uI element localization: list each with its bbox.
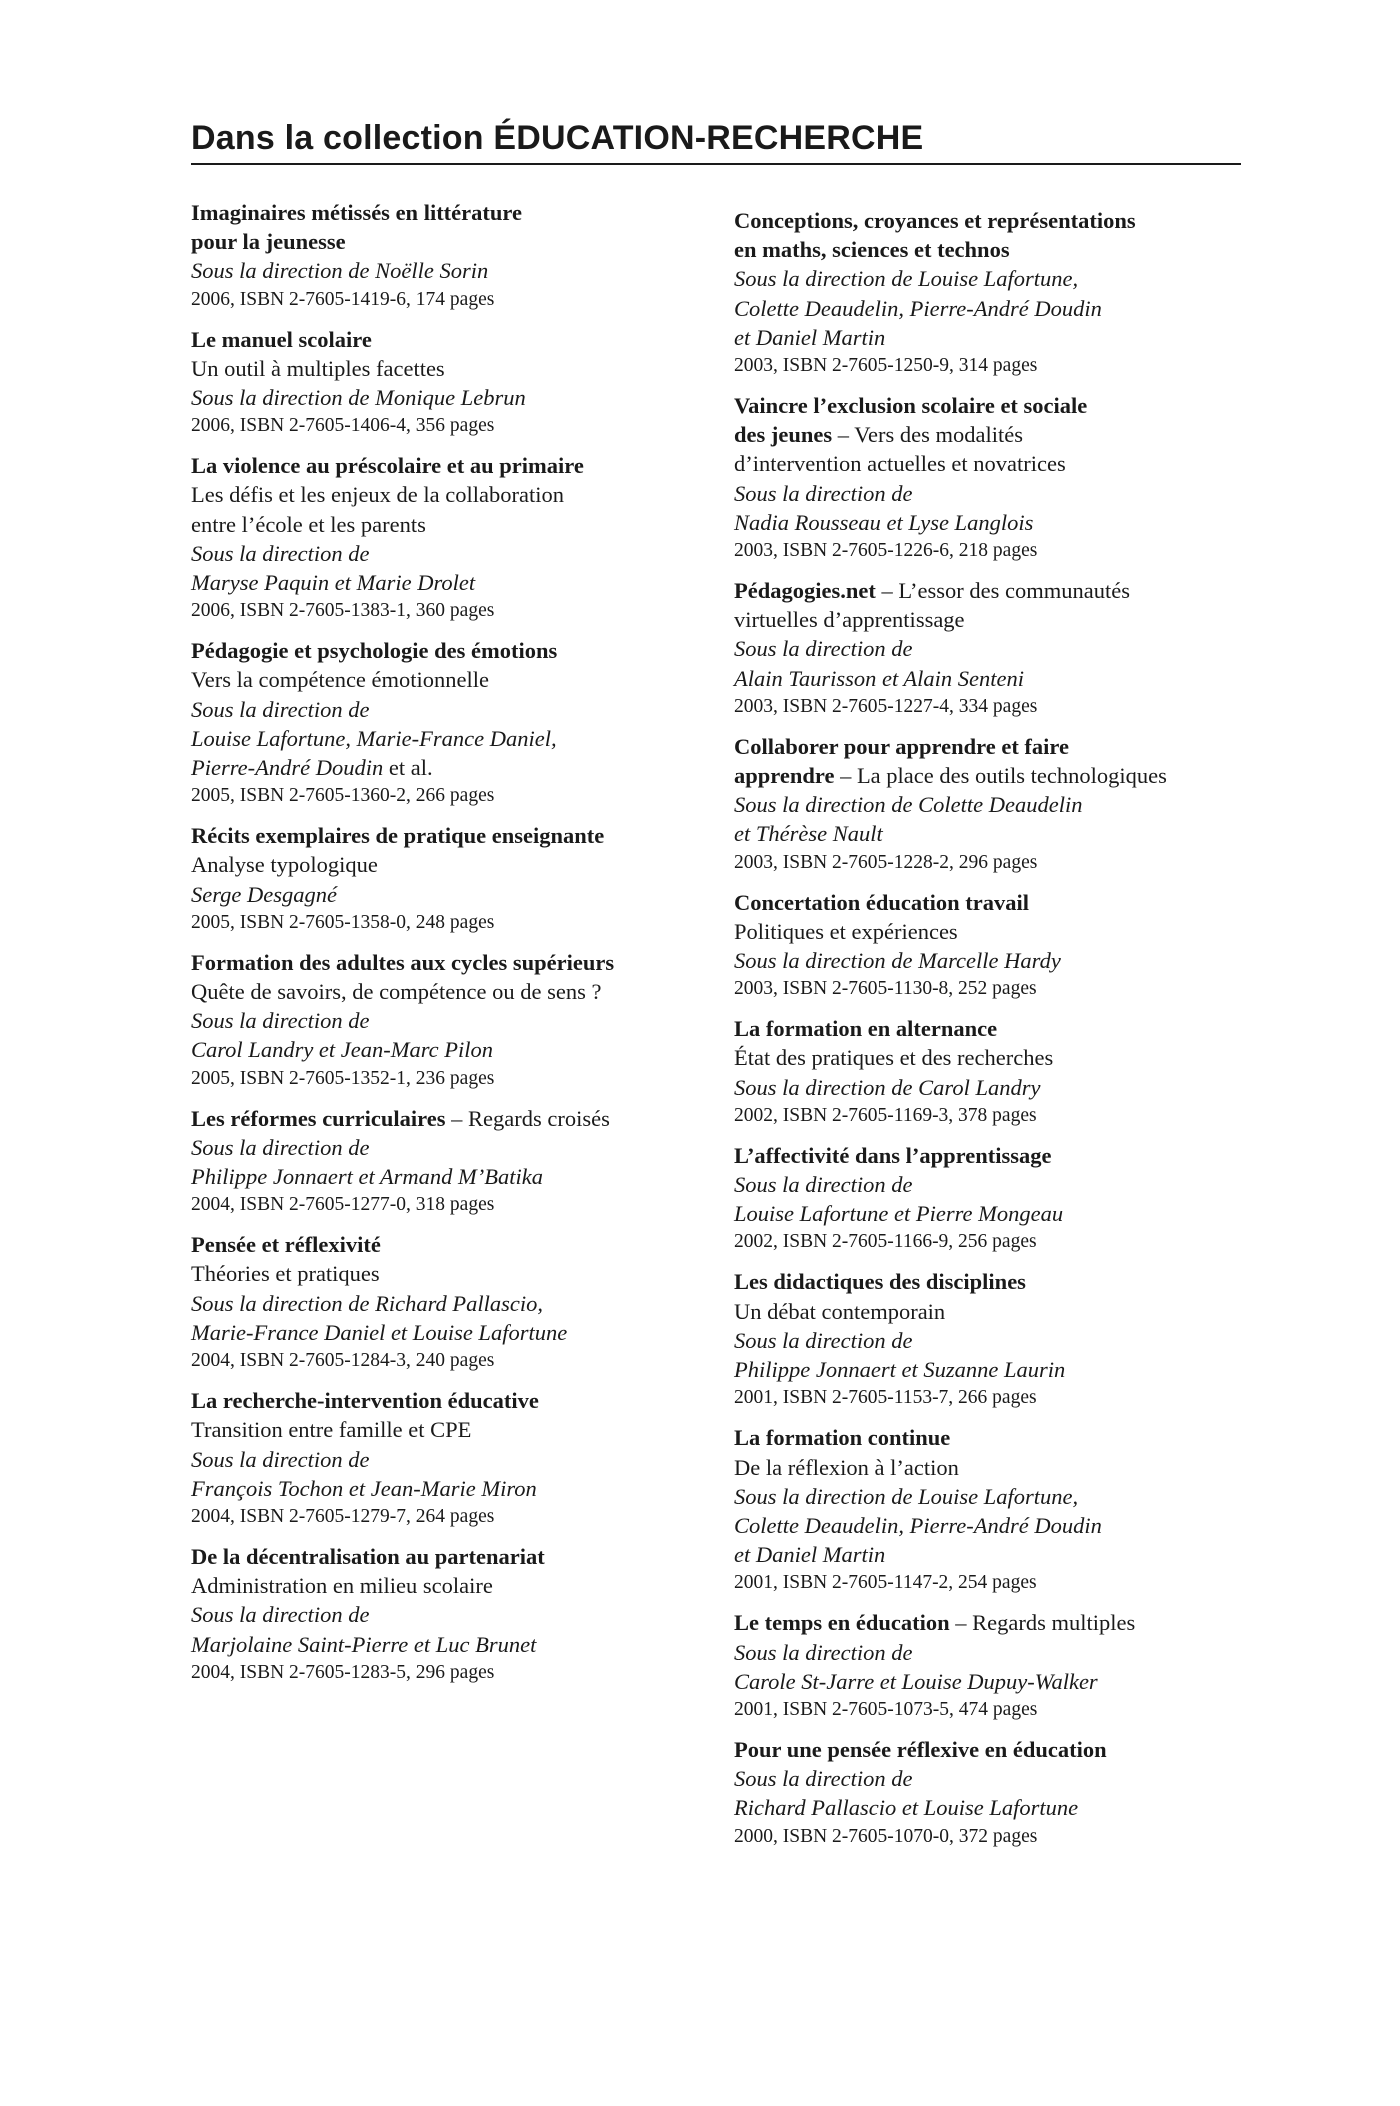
book-publication-info: 2005, ISBN 2-7605-1358-0, 248 pages	[191, 911, 495, 933]
book-editor: Sous la direction de	[191, 540, 370, 566]
book-entry	[734, 391, 1254, 565]
book-detail-line	[734, 479, 1254, 508]
book-editor: Sous la direction de	[734, 1172, 913, 1198]
book-subtitle: Transition entre famille et CPE	[191, 1417, 472, 1443]
book-editor: Sous la direction de Louise Lafortune,	[734, 266, 1079, 292]
book-subtitle: Un outil à multiples facettes	[191, 355, 445, 381]
book-editor: Sous la direction de	[191, 696, 370, 722]
book-subtitle: Les défis et les enjeux de la collaboration	[191, 482, 564, 508]
book-detail-line	[734, 1297, 1254, 1326]
book-detail-line	[191, 510, 711, 539]
book-detail-line	[191, 1133, 711, 1162]
book-entry	[734, 1735, 1254, 1851]
book-publication-info: 2001, ISBN 2-7605-1153-7, 266 pages	[734, 1387, 1037, 1409]
book-editor: Sous la direction de	[191, 1602, 370, 1628]
book-title: La recherche-intervention éducative	[191, 1388, 539, 1414]
book-title-line	[734, 732, 1254, 761]
book-editor: Sous la direction de Richard Pallascio,	[191, 1290, 544, 1316]
book-entry	[191, 948, 711, 1093]
book-entry	[191, 1104, 711, 1220]
book-detail-line	[734, 1793, 1254, 1822]
book-detail-line	[734, 790, 1254, 819]
book-title-line	[191, 451, 711, 480]
book-entry	[734, 1141, 1254, 1257]
book-title: Les réformes curriculaires	[191, 1105, 446, 1131]
book-publication-info: 2002, ISBN 2-7605-1166-9, 256 pages	[734, 1231, 1037, 1253]
book-title-line	[191, 325, 711, 354]
book-subtitle: – Regards multiples	[949, 1610, 1136, 1636]
book-publication-info: 2004, ISBN 2-7605-1277-0, 318 pages	[191, 1194, 495, 1216]
book-detail-line	[191, 539, 711, 568]
book-subtitle: Quête de savoirs, de compétence ou de sens ?	[191, 979, 602, 1005]
book-detail-line	[191, 665, 711, 694]
page-header	[191, 120, 1241, 165]
book-entry	[191, 636, 711, 810]
book-subtitle: d’intervention actuelles et novatrices	[734, 451, 1066, 477]
book-entry	[734, 1014, 1254, 1130]
book-editor: Marjolaine Saint-Pierre et Luc Brunet	[191, 1631, 537, 1657]
book-entry	[191, 451, 711, 625]
book-publication-info: 2004, ISBN 2-7605-1279-7, 264 pages	[191, 1505, 495, 1527]
book-detail-line	[734, 1764, 1254, 1793]
book-entry	[734, 576, 1254, 721]
book-detail-line	[191, 1162, 711, 1191]
book-editor: Sous la direction de Noëlle Sorin	[191, 258, 489, 284]
book-detail-line	[734, 1453, 1254, 1482]
book-detail-line	[734, 420, 1254, 449]
book-publication-info: 2002, ISBN 2-7605-1169-3, 378 pages	[734, 1104, 1037, 1126]
book-editor: Sous la direction de	[734, 636, 913, 662]
book-publication-info: 2006, ISBN 2-7605-1383-1, 360 pages	[191, 600, 495, 622]
book-entry	[734, 732, 1254, 877]
book-entry	[734, 1608, 1254, 1724]
book-editor: Sous la direction de Monique Lebrun	[191, 385, 526, 411]
book-entry	[191, 1230, 711, 1375]
book-subtitle: entre l’école et les parents	[191, 511, 426, 537]
book-title-line	[191, 1104, 711, 1133]
book-editor: Nadia Rousseau et Lyse Langlois	[734, 509, 1034, 535]
book-entry	[191, 1542, 711, 1687]
book-title-line	[191, 821, 711, 850]
book-detail-line	[734, 761, 1254, 790]
book-detail-line	[191, 1289, 711, 1318]
book-editor: et Daniel Martin	[734, 324, 886, 350]
book-title-line	[734, 888, 1254, 917]
book-detail-line	[191, 880, 711, 909]
book-title-line	[191, 198, 711, 227]
book-detail-line	[191, 1445, 711, 1474]
book-title: La formation en alternance	[734, 1016, 998, 1042]
book-detail-line	[734, 1540, 1254, 1569]
book-title: Collaborer pour apprendre et faire	[734, 733, 1069, 759]
book-entry	[734, 1423, 1254, 1597]
book-editor: Louise Lafortune, Marie-France Daniel,	[191, 725, 557, 751]
book-subtitle: Administration en milieu scolaire	[191, 1573, 493, 1599]
book-editor: Maryse Paquin et Marie Drolet	[191, 570, 476, 596]
book-publication-info: 2001, ISBN 2-7605-1073-5, 474 pages	[734, 1698, 1038, 1720]
book-title: Conceptions, croyances et représentations	[734, 208, 1136, 233]
book-title-line	[191, 948, 711, 977]
book-detail-line	[734, 508, 1254, 537]
book-detail-line	[191, 1318, 711, 1347]
book-subtitle: De la réflexion à l’action	[734, 1454, 959, 1480]
book-title-line	[191, 1542, 711, 1571]
book-subtitle: virtuelles d’apprentissage	[734, 607, 965, 633]
book-title: Le temps en éducation	[734, 1610, 950, 1636]
book-publication-info: 2004, ISBN 2-7605-1284-3, 240 pages	[191, 1350, 495, 1372]
book-publication-info: 2006, ISBN 2-7605-1406-4, 356 pages	[191, 415, 495, 437]
book-editor: Sous la direction de Carol Landry	[734, 1074, 1041, 1100]
book-editor: Sous la direction de Louise Lafortune,	[734, 1483, 1079, 1509]
book-detail-line	[734, 605, 1254, 634]
book-title: De la décentralisation au partenariat	[191, 1543, 545, 1569]
book-detail-line	[734, 917, 1254, 946]
book-title: Pour une pensée réflexive en éducation	[734, 1736, 1107, 1762]
book-subtitle: Théories et pratiques	[191, 1261, 380, 1287]
book-detail-line	[734, 946, 1254, 975]
book-title-line	[734, 1608, 1254, 1637]
book-title: Les didactiques des disciplines	[734, 1269, 1026, 1295]
book-title: des jeunes	[734, 422, 833, 448]
book-detail-line	[734, 264, 1254, 293]
book-subtitle: – Regards croisés	[445, 1105, 610, 1131]
page-title: Dans la collection ÉDUCATION-RECHERCHE	[191, 119, 924, 157]
book-editor: Philippe Jonnaert et Armand M’Batika	[191, 1164, 544, 1190]
book-detail-line	[191, 1259, 711, 1288]
book-editor: Carol Landry et Jean-Marc Pilon	[191, 1037, 494, 1063]
book-publication-info: 2003, ISBN 2-7605-1130-8, 252 pages	[734, 978, 1037, 1000]
book-title: Formation des adultes aux cycles supérieurs	[191, 949, 615, 975]
book-subtitle: Vers la compétence émotionnelle	[191, 667, 490, 693]
book-subtitle: Politiques et expériences	[734, 918, 958, 944]
book-detail-line	[191, 1035, 711, 1064]
book-detail-line	[734, 1043, 1254, 1072]
book-title-line	[734, 1735, 1254, 1764]
book-publication-info: 2003, ISBN 2-7605-1228-2, 296 pages	[734, 851, 1038, 873]
book-title-line	[191, 1386, 711, 1415]
book-subtitle: Analyse typologique	[191, 852, 378, 878]
book-detail-line	[734, 323, 1254, 352]
book-editor: François Tochon et Jean-Marie Miron	[191, 1475, 537, 1501]
book-detail-line	[191, 850, 711, 879]
book-subtitle: État des pratiques et des recherches	[734, 1045, 1054, 1071]
book-title-line	[734, 1423, 1254, 1452]
book-editor: Richard Pallascio et Louise Lafortune	[734, 1795, 1079, 1821]
book-detail-line	[191, 227, 711, 256]
book-entry	[191, 1386, 711, 1531]
book-detail-line	[191, 568, 711, 597]
book-detail-line	[734, 1638, 1254, 1667]
book-detail-line	[191, 1600, 711, 1629]
book-title: La formation continue	[734, 1425, 951, 1451]
book-detail-line	[734, 1170, 1254, 1199]
book-subtitle: – La place des outils technologiques	[834, 763, 1167, 789]
book-editor: Alain Taurisson et Alain Senteni	[734, 665, 1025, 691]
book-detail-line	[191, 1474, 711, 1503]
book-detail-line	[191, 1630, 711, 1659]
book-detail-line	[191, 354, 711, 383]
book-editor: Sous la direction de Marcelle Hardy	[734, 948, 1061, 974]
book-detail-line	[734, 294, 1254, 323]
book-detail-line	[734, 1199, 1254, 1228]
book-title: Pensée et réflexivité	[191, 1232, 381, 1258]
book-title: Pédagogie et psychologie des émotions	[191, 638, 558, 664]
book-detail-line	[191, 1006, 711, 1035]
book-editor: et Thérèse Nault	[734, 821, 883, 847]
book-subtitle: – L’essor des communautés	[875, 578, 1130, 604]
book-entry	[191, 821, 711, 937]
book-title: La violence au préscolaire et au primaire	[191, 453, 584, 479]
book-editor: Sous la direction de	[191, 1446, 370, 1472]
book-editor: Serge Desgagné	[191, 881, 337, 907]
book-entry	[734, 206, 1254, 380]
book-detail-line	[734, 819, 1254, 848]
book-title-line	[734, 1141, 1254, 1170]
book-editor: Sous la direction de	[191, 1008, 370, 1034]
book-detail-line	[734, 1482, 1254, 1511]
book-publication-info: 2003, ISBN 2-7605-1250-9, 314 pages	[734, 355, 1038, 377]
left-column	[191, 198, 711, 1698]
book-title: Imaginaires métissés en littérature	[191, 200, 522, 225]
book-editor: Pierre-André Doudin	[191, 755, 384, 781]
book-publication-info: 2001, ISBN 2-7605-1147-2, 254 pages	[734, 1572, 1037, 1594]
book-detail-line	[734, 1511, 1254, 1540]
book-editor: Marie-France Daniel et Louise Lafortune	[191, 1319, 568, 1345]
book-editor: Louise Lafortune et Pierre Mongeau	[734, 1201, 1064, 1227]
book-editor: Sous la direction de	[734, 1327, 913, 1353]
book-detail-line	[191, 480, 711, 509]
book-title: Vaincre l’exclusion scolaire et sociale	[734, 393, 1088, 419]
book-editor: Colette Deaudelin, Pierre-André Doudin	[734, 295, 1102, 321]
book-subtitle: et al.	[383, 755, 433, 781]
book-title: pour la jeunesse	[191, 229, 346, 255]
book-entry	[734, 888, 1254, 1004]
book-detail-line	[191, 977, 711, 1006]
book-detail-line	[734, 449, 1254, 478]
book-publication-info: 2005, ISBN 2-7605-1360-2, 266 pages	[191, 785, 495, 807]
book-detail-line	[734, 1355, 1254, 1384]
book-subtitle: – Vers des modalités	[832, 422, 1023, 448]
book-detail-line	[191, 724, 711, 753]
book-detail-line	[191, 1571, 711, 1600]
book-editor: et Daniel Martin	[734, 1542, 886, 1568]
book-publication-info: 2006, ISBN 2-7605-1419-6, 174 pages	[191, 288, 495, 310]
book-detail-line	[734, 664, 1254, 693]
book-title: L’affectivité dans l’apprentissage	[734, 1142, 1052, 1168]
book-detail-line	[734, 1073, 1254, 1102]
book-title-line	[734, 1267, 1254, 1296]
book-title-line	[734, 206, 1254, 235]
book-publication-info: 2000, ISBN 2-7605-1070-0, 372 pages	[734, 1825, 1038, 1847]
book-title: Le manuel scolaire	[191, 326, 372, 352]
book-title-line	[191, 1230, 711, 1259]
book-publication-info: 2004, ISBN 2-7605-1283-5, 296 pages	[191, 1661, 495, 1683]
book-title: Concertation éducation travail	[734, 889, 1029, 915]
book-entry	[734, 1267, 1254, 1412]
book-editor: Sous la direction de	[734, 1639, 913, 1665]
book-detail-line	[734, 1326, 1254, 1355]
book-editor: Sous la direction de	[191, 1134, 370, 1160]
book-detail-line	[191, 695, 711, 724]
book-publication-info: 2005, ISBN 2-7605-1352-1, 236 pages	[191, 1067, 495, 1089]
book-title: Récits exemplaires de pratique enseignante	[191, 823, 605, 849]
book-publication-info: 2003, ISBN 2-7605-1227-4, 334 pages	[734, 695, 1038, 717]
book-title-line	[734, 576, 1254, 605]
book-subtitle: Un débat contemporain	[734, 1298, 946, 1324]
book-editor: Sous la direction de Colette Deaudelin	[734, 792, 1083, 818]
right-column	[734, 206, 1254, 1862]
book-detail-line	[191, 753, 711, 782]
book-editor: Colette Deaudelin, Pierre-André Doudin	[734, 1512, 1102, 1538]
book-title: en maths, sciences et technos	[734, 237, 1010, 263]
book-entry	[191, 325, 711, 441]
book-editor: Carole St-Jarre et Louise Dupuy-Walker	[734, 1668, 1098, 1694]
book-editor: Sous la direction de	[734, 1766, 913, 1792]
book-title-line	[734, 1014, 1254, 1043]
book-title: apprendre	[734, 763, 835, 789]
book-detail-line	[191, 256, 711, 285]
book-detail-line	[734, 1667, 1254, 1696]
book-detail-line	[191, 383, 711, 412]
book-detail-line	[191, 1415, 711, 1444]
book-detail-line	[734, 235, 1254, 264]
book-editor: Sous la direction de	[734, 480, 913, 506]
book-title: Pédagogies.net	[734, 578, 876, 604]
book-title-line	[191, 636, 711, 665]
book-editor: Philippe Jonnaert et Suzanne Laurin	[734, 1357, 1066, 1383]
book-title-line	[734, 391, 1254, 420]
book-entry	[191, 198, 711, 314]
book-detail-line	[734, 634, 1254, 663]
book-publication-info: 2003, ISBN 2-7605-1226-6, 218 pages	[734, 540, 1038, 562]
